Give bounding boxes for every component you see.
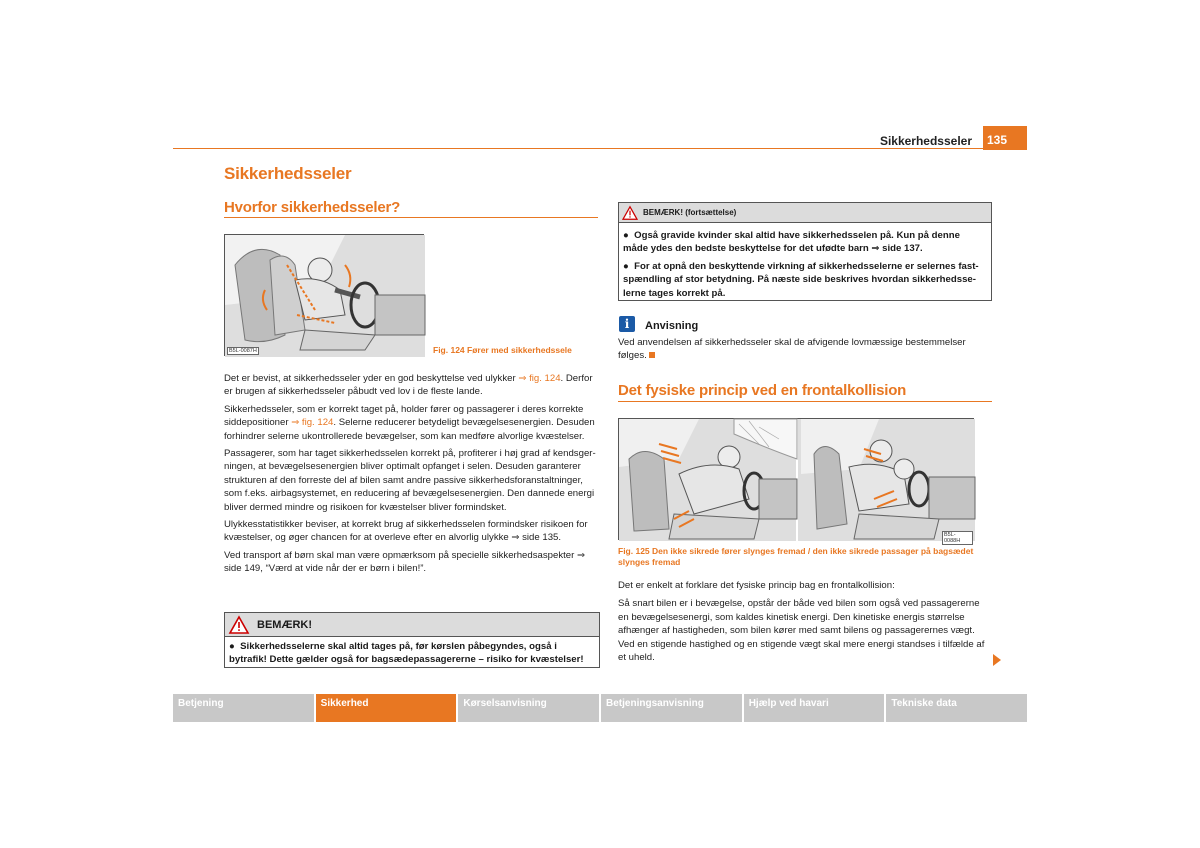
figure-driver-seatbelt bbox=[224, 234, 424, 356]
note-body: Ved anvendelsen af sikkerhedsseler skal de afvigende lovmæssige bestemmelser følges. bbox=[618, 337, 966, 362]
nav-item-betjeningsanvisning[interactable]: Betjeningsanvisning bbox=[601, 694, 742, 722]
subsection-rule bbox=[224, 217, 598, 218]
warning-continued-header bbox=[619, 203, 991, 223]
paragraph bbox=[224, 403, 600, 443]
paragraph: Så snart bilen er i bevægelse, opstår der både ved bilen som også ved passagererne en bevægelsesenergi, som kaldes kinetisk energi. Den kinetiske energis størrelse afhænger af hastigheden, som bilen kører med samt bilens og passagerernes vægt. Ved en stigende hastighed og en stigende vægt skal mere energi standses i tilfælde af et uheld. bbox=[618, 598, 985, 664]
warning-box bbox=[224, 612, 600, 668]
header-rule bbox=[173, 148, 983, 149]
left-body-text bbox=[224, 372, 600, 576]
warning-continued-title: BEMÆRK! (fortsættelse) bbox=[643, 208, 737, 217]
paragraph: Det er enkelt at forklare det fysiske princip bag en frontalkollision: bbox=[618, 580, 895, 591]
warning-continued-body bbox=[619, 223, 991, 303]
figure-link[interactable]: ⇒ fig. 124 bbox=[518, 373, 561, 384]
nav-item-betjening[interactable]: Betjening bbox=[173, 694, 314, 722]
warning-continued-box bbox=[618, 202, 992, 301]
figure-code: B5L-0087H bbox=[229, 348, 257, 354]
bullet-icon: ● bbox=[229, 641, 241, 652]
end-marker-icon bbox=[649, 352, 655, 358]
paragraph: Passagerer, som har taget sikkerhedsselen korrekt på, profiterer i høj grad af kendsger-ningen, at bevægelsesenergien bliver optimalt opfanget i selen. Desuden garanterer strukturen af den forreste del af bilen samt andre passive sikkerhedsforanstaltninger, som f.eks. airbagsystemet, en reducering af bevægelsesenergien. Den dannede energi bliver dermed mindre og risikoen for kvæstelser bliver formindsket. bbox=[224, 448, 596, 513]
paragraph-text: Det er bevist, at sikkerhedsseler yder en god beskyttelse ved ulykker bbox=[224, 373, 519, 384]
right-body-text bbox=[618, 579, 992, 664]
warning-text bbox=[225, 637, 599, 670]
warning-bullet bbox=[623, 260, 987, 300]
figure-caption-collision: Fig. 125 Den ikke sikrede fører slynges fremad / den ikke sikrede passager på bagsædet slynges fremad bbox=[618, 546, 974, 567]
bullet-icon: ● bbox=[623, 260, 635, 272]
driver-illustration bbox=[225, 235, 425, 357]
continue-arrow-icon[interactable] bbox=[993, 654, 1001, 666]
page-number: 135 bbox=[983, 126, 1027, 150]
figure-caption: Fig. 124 Fører med sikkerhedssele bbox=[433, 345, 572, 355]
paragraph: Ved transport af børn skal man være opmærksom på specielle sikkerhedsaspekter ⇒ side 149, “Værd at vide når der er børn i bilen!”. bbox=[224, 549, 586, 575]
paragraph-text: . Selerne reducerer betydeligt bevægelsesenergien. Desuden forhindrer selerne ukontrollerede bevægelser, som kan medføre alvorlige kvæstelser. bbox=[224, 417, 595, 442]
figure-collision bbox=[618, 418, 974, 544]
figure-link[interactable]: ⇒ fig. 124 bbox=[291, 417, 334, 429]
info-icon: i bbox=[619, 316, 635, 332]
figure-code: B5L-0088H bbox=[942, 531, 973, 545]
collision-illustration bbox=[619, 419, 975, 541]
nav-item-tekniske-data[interactable]: Tekniske data bbox=[886, 694, 1027, 722]
section-rule bbox=[618, 401, 992, 402]
warning-triangle-icon bbox=[622, 206, 638, 220]
warning-bullet-text: Også gravide kvinder skal altid have sikkerhedsselen på. Kun på denne måde ydes den bedste beskyttelse for det ufødte barn ⇒ side 137. bbox=[623, 230, 960, 255]
section-title-collision: Det fysiske princip ved en frontalkollision bbox=[618, 382, 907, 399]
warning-title: BEMÆRK! bbox=[257, 618, 312, 631]
nav-item-korselsanvisning[interactable]: Kørselsanvisning bbox=[458, 694, 599, 722]
bullet-icon: ● bbox=[623, 230, 635, 241]
section-title: Sikkerhedsseler bbox=[224, 164, 352, 183]
nav-item-hjaelp-ved-havari[interactable]: Hjælp ved havari bbox=[744, 694, 885, 722]
paragraph: Ulykkesstatistikker beviser, at korrekt brug af sikkerhedsselen formindsker risikoen for kvæstelser, og øger chancen for at overleve efter en alvorlig ulykke ⇒ side 135. bbox=[224, 519, 588, 544]
warning-triangle-icon bbox=[229, 616, 249, 634]
chapter-nav bbox=[173, 694, 1027, 722]
warning-header bbox=[225, 613, 599, 637]
subsection-title: Hvorfor sikkerhedsseler? bbox=[224, 199, 401, 216]
nav-item-sikkerhed[interactable]: Sikkerhed bbox=[316, 694, 457, 722]
paragraph-text: Sikkerhedsseler, som er korrekt taget på, holder fører og passagerer i deres korrekte siddepositioner bbox=[224, 403, 584, 429]
running-header-title: Sikkerhedsseler bbox=[879, 134, 972, 148]
note-text bbox=[618, 336, 992, 363]
warning-bullet bbox=[623, 229, 987, 256]
paragraph bbox=[224, 372, 600, 399]
paragraph-text: . Derfor er brugen af sikkerhedsseler påbudt ved lov i de fleste lande. bbox=[224, 373, 593, 398]
warning-bullet-text: Sikkerhedsselerne skal altid tages på, før kørslen påbegyndes, også i bytrafik! Dette gælder også for bagsædepassagererne – risiko for kvæstelser! bbox=[229, 641, 584, 666]
note-title: Anvisning bbox=[645, 320, 699, 332]
warning-bullet-text: For at opnå den beskyttende virkning af sikkerhedsselerne er selernes fast-spændling af stor betydning. På næste side beskrives hvordan sikkerhedsse-lerne tages korrekt på. bbox=[623, 260, 979, 299]
